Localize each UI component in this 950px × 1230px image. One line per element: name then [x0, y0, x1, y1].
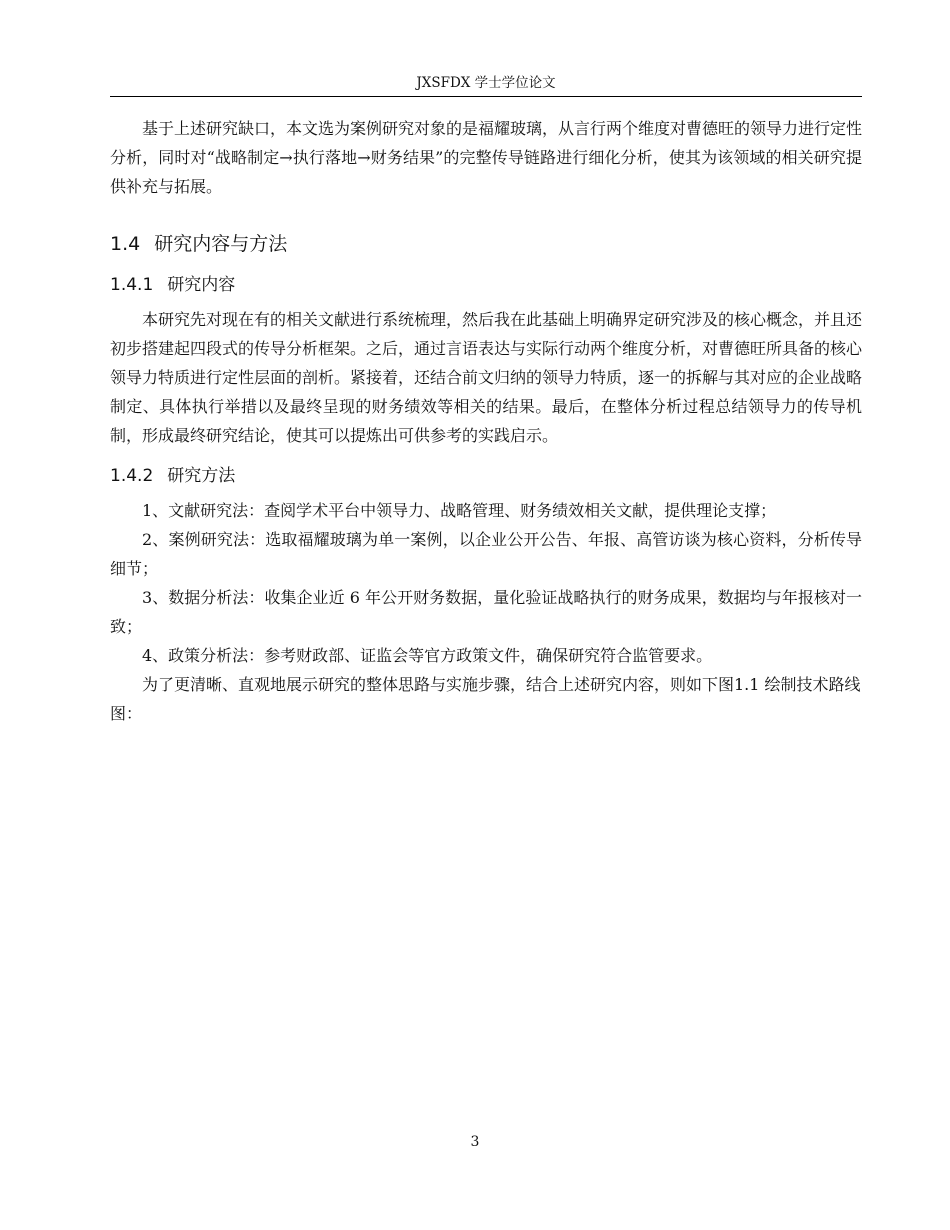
method-item-literature: 1、文献研究法：查阅学术平台中领导力、战略管理、财务绩效相关文献，提供理论支撑； [142, 501, 777, 520]
section-heading-1-4 [110, 229, 862, 259]
subsection-title: 研究方法 [167, 466, 236, 486]
research-content-paragraph: 本研究先对现在有的相关文献进行系统梳理，然后我在此基础上明确界定研究涉及的核心概念，并且还初步搭建起四段式的传导分析框架。之后，通过言语表达与实际行动两个维度分析，对曹德旺所具备的核心领导力特质进行定性层面的剖析。紧接着，还结合前文归纳的领导力特质，逐一的拆解与其对应的企业战略制定、具体执行举措以及最终呈现的财务绩效等相关的结果。最后，在整体分析过程总结领导力的传导机制，形成最终研究结论，使其可以提炼出可供参考的实践启示。 [110, 310, 863, 445]
subsection-title: 研究内容 [167, 275, 236, 295]
subsection-heading-1-4-1 [110, 271, 862, 299]
method-item-case-study: 2、案例研究法：选取福耀玻璃为单一案例，以企业公开公告、年报、高管访谈为核心资料，分析传导细节； [110, 530, 862, 578]
method-item-data-analysis: 3、数据分析法：收集企业近 6 年公开财务数据，量化验证战略执行的财务成果，数据均与年报核对一致； [110, 588, 862, 636]
subsection-number: 1.4.2 [110, 466, 154, 486]
method-item-policy-analysis: 4、政策分析法：参考财政部、证监会等官方政策文件，确保研究符合监管要求。 [142, 646, 713, 665]
technical-route-intro-paragraph: 为了更清晰、直观地展示研究的整体思路与实施步骤，结合上述研究内容，则如下图1.1 绘制技术路线图： [110, 675, 861, 723]
document-body [110, 114, 862, 728]
running-header [110, 74, 862, 97]
section-title: 研究内容与方法 [154, 233, 288, 255]
header-title: JXSFDX 学士学位论文 [416, 75, 556, 91]
page-number: 3 [470, 1134, 480, 1150]
subsection-number: 1.4.1 [110, 275, 154, 295]
subsection-heading-1-4-2 [110, 462, 862, 490]
intro-paragraph: 基于上述研究缺口，本文选为案例研究对象的是福耀玻璃，从言行两个维度对曹德旺的领导力进行定性分析，同时对“战略制定→执行落地→财务结果”的完整传导链路进行细化分析，使其为该领域的相关研究提供补充与拓展。 [110, 119, 863, 196]
section-number: 1.4 [110, 233, 141, 255]
